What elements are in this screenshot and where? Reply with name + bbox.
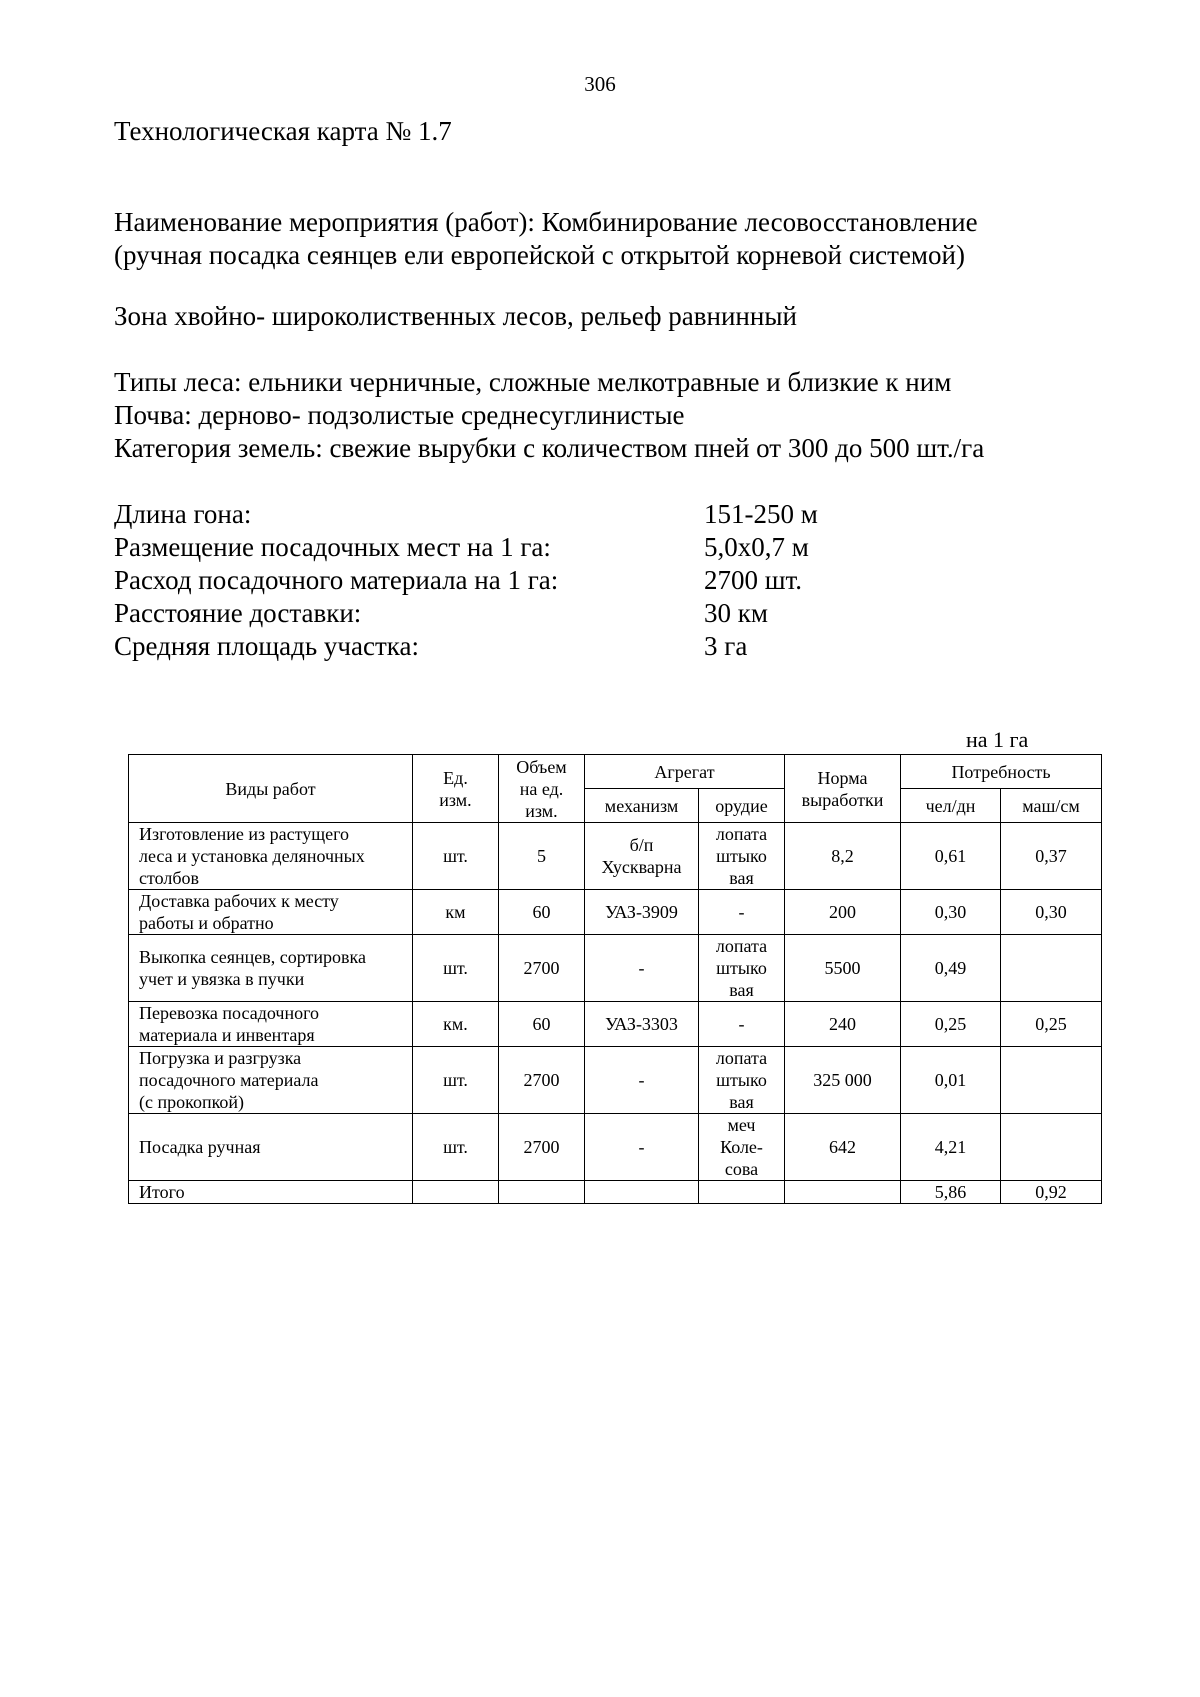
cell-volume <box>499 935 585 1002</box>
cell-line: столбов <box>139 868 200 888</box>
param-label: Расход посадочного материала на 1 га: <box>114 565 559 595</box>
param-row <box>114 630 874 663</box>
cell-line: - <box>738 1014 745 1034</box>
cell-line: лопата <box>715 1048 768 1068</box>
param-value: 30 км <box>704 598 768 628</box>
cell-mechanism <box>585 1181 699 1204</box>
cell-unit <box>413 1181 499 1204</box>
cell-line: 0,49 <box>934 958 967 978</box>
cell-line: 0,37 <box>1035 846 1067 866</box>
cell-line: леса и установка деляночных <box>139 846 365 866</box>
cell-person-days <box>901 1114 1001 1181</box>
cell-line: материала и инвентаря <box>139 1025 315 1045</box>
table-row <box>129 1181 1102 1204</box>
param-label: Длина гона: <box>114 499 252 529</box>
soil: Почва: дерново- подзолистые среднесуглинистые <box>114 400 685 430</box>
cell-mechanism <box>585 935 699 1002</box>
cell-line: 2700 <box>523 1137 560 1157</box>
param-label: Расстояние доставки: <box>114 598 362 628</box>
cell-line: 0,92 <box>1035 1182 1067 1202</box>
cell-norm <box>785 1002 901 1047</box>
table-body <box>129 823 1102 1204</box>
cell-work <box>129 935 413 1002</box>
cell-mechanism <box>585 890 699 935</box>
cell-norm <box>785 935 901 1002</box>
cell-line: 0,30 <box>934 902 967 922</box>
cell-mechanism <box>585 1047 699 1114</box>
cell-line: работы и обратно <box>139 913 274 933</box>
cell-volume <box>499 1114 585 1181</box>
param-value: 2700 шт. <box>704 565 803 595</box>
cell-line: км. <box>443 1014 468 1034</box>
cell-machine-shifts <box>1001 1047 1102 1114</box>
cell-line: шт. <box>443 846 468 866</box>
cell-work <box>129 890 413 935</box>
cell-line: 60 <box>532 902 551 922</box>
table-row <box>129 1047 1102 1114</box>
cell-line: 2700 <box>523 1070 560 1090</box>
cell-line: км <box>445 902 466 922</box>
header-line: Объем <box>516 756 567 777</box>
cell-line: лопата <box>715 824 768 844</box>
table-row <box>129 890 1102 935</box>
cell-machine-shifts <box>1001 823 1102 890</box>
cell-norm <box>785 1114 901 1181</box>
cell-unit <box>413 1114 499 1181</box>
cell-line: 240 <box>829 1014 856 1034</box>
cell-line: вая <box>729 980 754 1000</box>
header-line: Норма <box>817 767 868 788</box>
cell-line: Доставка рабочих к месту <box>139 891 339 911</box>
header-tool: орудие <box>699 789 785 823</box>
cell-machine-shifts <box>1001 1181 1102 1204</box>
cell-line: шт. <box>443 958 468 978</box>
cell-line: 642 <box>829 1137 856 1157</box>
cell-line: шт. <box>443 1070 468 1090</box>
cell-person-days <box>901 1181 1001 1204</box>
cell-line: 60 <box>532 1014 551 1034</box>
header-volume <box>499 755 585 823</box>
cell-line: УАЗ-3909 <box>605 902 678 922</box>
cell-line: - <box>738 902 745 922</box>
cell-unit <box>413 823 499 890</box>
cell-line: Выкопка сеянцев, сортировка <box>139 947 366 967</box>
header-row <box>129 755 1102 789</box>
cell-line: вая <box>729 1092 754 1112</box>
cell-line: Итого <box>139 1182 185 1202</box>
param-row <box>114 531 874 564</box>
header-norm <box>785 755 901 823</box>
cell-line: 2700 <box>523 958 560 978</box>
cell-line: - <box>638 958 645 978</box>
cell-tool <box>699 1181 785 1204</box>
cell-line: Изготовление из растущего <box>139 824 350 844</box>
cell-tool <box>699 890 785 935</box>
event-name <box>114 206 978 272</box>
param-value: 151-250 м <box>704 499 818 529</box>
table-row <box>129 935 1102 1002</box>
cell-line: штыко <box>716 1070 767 1090</box>
cell-person-days <box>901 823 1001 890</box>
cell-work <box>129 1047 413 1114</box>
cell-line: Погрузка и разгрузка <box>139 1048 302 1068</box>
cell-line: Перевозка посадочного <box>139 1003 320 1023</box>
cell-line: сова <box>724 1159 759 1179</box>
cell-line: - <box>638 1070 645 1090</box>
header-need: Потребность <box>901 755 1102 789</box>
page-title: Технологическая карта № 1.7 <box>114 116 452 146</box>
land-category: Категория земель: свежие вырубки с количеством пней от 300 до 500 шт./га <box>114 433 985 463</box>
cell-line: 0,61 <box>934 846 967 866</box>
cell-person-days <box>901 1047 1001 1114</box>
cell-volume <box>499 890 585 935</box>
header-line: выработки <box>801 789 884 810</box>
cell-machine-shifts <box>1001 1002 1102 1047</box>
cell-line: 0,30 <box>1035 902 1067 922</box>
header-mechanism: механизм <box>585 789 699 823</box>
cell-unit <box>413 1002 499 1047</box>
table-row <box>129 1114 1102 1181</box>
cell-volume <box>499 1047 585 1114</box>
cell-tool <box>699 1114 785 1181</box>
cell-line: Коле- <box>720 1137 763 1157</box>
cell-line: штыко <box>716 846 767 866</box>
cell-line: 5500 <box>824 958 861 978</box>
cell-line: вая <box>729 868 754 888</box>
cell-line: 200 <box>829 902 856 922</box>
cell-machine-shifts <box>1001 935 1102 1002</box>
cell-line: 4,21 <box>934 1137 967 1157</box>
zone-line: Зона хвойно- широколиственных лесов, рельеф равнинный <box>114 301 797 331</box>
header-aggregate: Агрегат <box>585 755 785 789</box>
cell-line: 0,25 <box>1035 1014 1067 1034</box>
cell-work <box>129 1002 413 1047</box>
cell-norm <box>785 1047 901 1114</box>
page-number: 306 <box>584 72 616 96</box>
param-row <box>114 564 874 597</box>
cell-line: лопата <box>715 936 768 956</box>
cell-tool <box>699 1047 785 1114</box>
cell-line: 8,2 <box>831 846 854 866</box>
cell-line: меч <box>727 1115 756 1135</box>
cell-line: Хускварна <box>601 857 682 877</box>
cell-tool <box>699 823 785 890</box>
header-person-days: чел/дн <box>901 789 1001 823</box>
works-table <box>128 754 1102 1204</box>
header-work-types: Виды работ <box>129 755 413 823</box>
cell-work <box>129 823 413 890</box>
cell-volume <box>499 823 585 890</box>
cell-line: 5,86 <box>934 1182 967 1202</box>
parameters-list <box>114 498 874 663</box>
cell-mechanism <box>585 1002 699 1047</box>
param-value: 3 га <box>704 631 748 661</box>
header-line: на ед. <box>519 778 564 799</box>
cell-line: 5 <box>537 846 546 866</box>
cell-machine-shifts <box>1001 1114 1102 1181</box>
cell-person-days <box>901 1002 1001 1047</box>
unit-note: на 1 га <box>966 727 1029 752</box>
table-row <box>129 1002 1102 1047</box>
header-line: Ед. <box>443 767 468 788</box>
cell-mechanism <box>585 1114 699 1181</box>
site-description <box>114 366 984 465</box>
header-line: изм. <box>439 789 472 810</box>
cell-line: УАЗ-3303 <box>605 1014 678 1034</box>
cell-line: - <box>638 1137 645 1157</box>
header-line: изм. <box>525 800 558 821</box>
cell-line: шт. <box>443 1137 468 1157</box>
header-machine-shifts: маш/см <box>1001 789 1102 823</box>
param-label: Средняя площадь участка: <box>114 631 419 661</box>
cell-line: посадочного материала <box>139 1070 319 1090</box>
header-unit <box>413 755 499 823</box>
cell-line: б/п <box>629 835 654 855</box>
cell-person-days <box>901 890 1001 935</box>
cell-volume <box>499 1181 585 1204</box>
param-row <box>114 498 874 531</box>
param-value: 5,0х0,7 м <box>704 532 809 562</box>
cell-unit <box>413 1047 499 1114</box>
cell-work <box>129 1181 413 1204</box>
cell-line: штыко <box>716 958 767 978</box>
cell-norm <box>785 1181 901 1204</box>
cell-line: 0,25 <box>934 1014 967 1034</box>
cell-line: Посадка ручная <box>139 1137 261 1157</box>
param-row <box>114 597 874 630</box>
cell-line: учет и увязка в пучки <box>139 969 305 989</box>
cell-tool <box>699 935 785 1002</box>
table-row <box>129 823 1102 890</box>
cell-unit <box>413 890 499 935</box>
cell-unit <box>413 935 499 1002</box>
cell-line: (с прокопкой) <box>139 1092 245 1112</box>
cell-tool <box>699 1002 785 1047</box>
forest-types: Типы леса: ельники черничные, сложные мелкотравные и близкие к ним <box>114 367 952 397</box>
cell-line: 0,01 <box>934 1070 967 1090</box>
cell-norm <box>785 823 901 890</box>
cell-machine-shifts <box>1001 890 1102 935</box>
event-name-line: (ручная посадка сеянцев ели европейской с открытой корневой системой) <box>114 240 965 270</box>
cell-norm <box>785 890 901 935</box>
cell-line: 325 000 <box>813 1070 872 1090</box>
param-label: Размещение посадочных мест на 1 га: <box>114 532 551 562</box>
event-name-line: Наименование мероприятия (работ): Комбинирование лесовосстановление <box>114 207 978 237</box>
cell-person-days <box>901 935 1001 1002</box>
cell-volume <box>499 1002 585 1047</box>
cell-mechanism <box>585 823 699 890</box>
cell-work <box>129 1114 413 1181</box>
